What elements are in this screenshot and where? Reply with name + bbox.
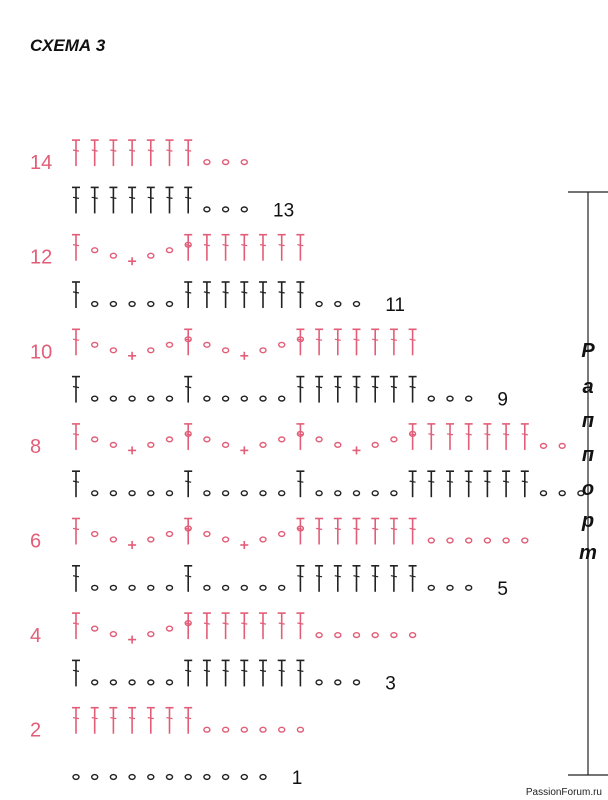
dc-stitch (184, 377, 192, 403)
chain-stitch (503, 538, 509, 543)
row-number-13: 13 (273, 200, 295, 222)
dc-stitch (521, 471, 529, 497)
dc-stitch (315, 329, 323, 355)
dc-stitch (315, 566, 323, 592)
dc-stitch (409, 377, 417, 403)
dc-stitch (502, 471, 510, 497)
chain-stitch (167, 491, 173, 496)
dc-stitch (109, 187, 117, 213)
chain-stitch (522, 538, 528, 543)
dc-stitch (128, 708, 136, 734)
chain-stitch (260, 537, 266, 542)
single-crochet (240, 446, 248, 454)
chain-stitch (204, 160, 210, 165)
chain-stitch (223, 207, 229, 212)
single-crochet (240, 541, 248, 549)
dc-stitch (147, 187, 155, 213)
chain-stitch (92, 626, 98, 631)
chain-stitch (297, 727, 303, 732)
dc-stitch (390, 566, 398, 592)
dc-stitch (184, 140, 192, 166)
chain-stitch (241, 585, 247, 590)
dc-stitch (184, 424, 192, 450)
rapport-label (578, 340, 598, 564)
chain-stitch (279, 437, 285, 442)
chain-stitch (110, 348, 116, 353)
chain-stitch (241, 160, 247, 165)
dc-stitch (222, 235, 230, 261)
dc-stitch (353, 519, 361, 545)
chain-stitch (354, 491, 360, 496)
chain-stitch (241, 396, 247, 401)
chain-stitch (316, 491, 322, 496)
chain-stitch (241, 727, 247, 732)
watermark: PassionForum.ru (525, 787, 602, 798)
rapport-letter: п (581, 410, 595, 432)
chain-stitch (167, 532, 173, 537)
dc-stitch (465, 471, 473, 497)
chain-stitch (223, 585, 229, 590)
dc-stitch (240, 660, 248, 686)
chain-stitch (241, 491, 247, 496)
dc-stitch (72, 187, 80, 213)
dc-stitch (521, 424, 529, 450)
chain-stitch (110, 537, 116, 542)
chain-stitch (279, 491, 285, 496)
dc-stitch (128, 140, 136, 166)
chain-stitch (223, 537, 229, 542)
dc-stitch (72, 613, 80, 639)
dc-stitch (446, 424, 454, 450)
dc-stitch (334, 566, 342, 592)
chain-stitch (260, 396, 266, 401)
dc-stitch (409, 424, 417, 450)
dc-stitch (409, 519, 417, 545)
chain-stitch (204, 727, 210, 732)
dc-stitch (334, 519, 342, 545)
chain-stitch (391, 633, 397, 638)
chain-stitch (148, 585, 154, 590)
row-number-6: 6 (30, 530, 42, 553)
chain-stitch (335, 680, 341, 685)
chain-stitch (260, 348, 266, 353)
chain-stitch (92, 437, 98, 442)
chain-stitch (204, 342, 210, 347)
chain-stitch (110, 491, 116, 496)
chain-stitch (110, 443, 116, 448)
dc-stitch (72, 235, 80, 261)
chain-stitch (241, 207, 247, 212)
dc-stitch (296, 613, 304, 639)
dc-stitch (184, 708, 192, 734)
chain-stitch (260, 443, 266, 448)
dc-stitch (166, 708, 174, 734)
dc-stitch (371, 566, 379, 592)
dc-stitch (259, 282, 267, 308)
single-crochet (128, 636, 136, 644)
dc-stitch (315, 519, 323, 545)
dc-stitch (72, 140, 80, 166)
dc-stitch (147, 708, 155, 734)
chain-stitch (167, 585, 173, 590)
dc-stitch (166, 187, 174, 213)
dc-stitch (72, 329, 80, 355)
dc-stitch (109, 140, 117, 166)
row-number-9: 9 (497, 389, 508, 411)
row-number-1: 1 (291, 768, 303, 789)
dc-stitch (184, 235, 192, 261)
chain-stitch (92, 585, 98, 590)
dc-stitch (296, 235, 304, 261)
chain-stitch (279, 396, 285, 401)
chain-stitch (110, 396, 116, 401)
chain-stitch (223, 775, 229, 780)
dc-stitch (147, 140, 155, 166)
chain-stitch (92, 302, 98, 307)
chain-stitch (73, 775, 79, 780)
chain-stitch (279, 342, 285, 347)
chain-stitch (466, 538, 472, 543)
dc-stitch (203, 660, 211, 686)
chain-stitch (167, 248, 173, 253)
diagram-title: СХЕМА 3 (30, 36, 106, 55)
single-crochet (240, 352, 248, 360)
dc-stitch (278, 660, 286, 686)
dc-stitch (371, 519, 379, 545)
rapport-letter: о (581, 478, 595, 500)
chain-stitch (466, 396, 472, 401)
dc-stitch (409, 329, 417, 355)
chain-stitch (260, 491, 266, 496)
dc-stitch (334, 377, 342, 403)
chain-stitch (204, 775, 210, 780)
chain-stitch (204, 532, 210, 537)
dc-stitch (72, 424, 80, 450)
single-crochet (128, 541, 136, 549)
chain-stitch (391, 491, 397, 496)
dc-stitch (502, 424, 510, 450)
dc-stitch (259, 235, 267, 261)
chain-stitch (129, 491, 135, 496)
chain-stitch (279, 727, 285, 732)
dc-stitch (259, 660, 267, 686)
chain-stitch (260, 775, 266, 780)
chain-stitch (129, 775, 135, 780)
chain-stitch (167, 626, 173, 631)
dc-stitch (390, 329, 398, 355)
chain-stitch (148, 537, 154, 542)
dc-stitch (278, 613, 286, 639)
chain-stitch (241, 775, 247, 780)
chain-stitch (110, 585, 116, 590)
chain-stitch (223, 443, 229, 448)
dc-stitch (278, 235, 286, 261)
chain-stitch (92, 532, 98, 537)
dc-stitch (240, 613, 248, 639)
chain-stitch (223, 348, 229, 353)
chain-stitch (92, 248, 98, 253)
dc-stitch (72, 660, 80, 686)
dc-stitch (315, 377, 323, 403)
dc-stitch (72, 282, 80, 308)
chain-stitch (279, 585, 285, 590)
chain-stitch (129, 396, 135, 401)
dc-stitch (222, 282, 230, 308)
chain-stitch (223, 160, 229, 165)
dc-stitch (184, 519, 192, 545)
chain-stitch (92, 491, 98, 496)
chain-stitch (167, 396, 173, 401)
chain-stitch (167, 775, 173, 780)
dc-stitch (240, 282, 248, 308)
chain-stitch (129, 302, 135, 307)
dc-stitch (353, 329, 361, 355)
dc-stitch (184, 187, 192, 213)
dc-stitch (91, 187, 99, 213)
chain-stitch (167, 437, 173, 442)
row-number-5: 5 (497, 578, 508, 600)
dc-stitch (222, 660, 230, 686)
chain-stitch (204, 585, 210, 590)
chart-marks (72, 140, 584, 779)
dc-stitch (203, 282, 211, 308)
dc-stitch (240, 235, 248, 261)
chain-stitch (335, 302, 341, 307)
dc-stitch (353, 377, 361, 403)
chain-stitch (110, 632, 116, 637)
dc-stitch (427, 471, 435, 497)
chain-stitch (484, 538, 490, 543)
row-number-14: 14 (30, 152, 53, 175)
rapport-letter: Р (581, 340, 595, 362)
chain-stitch (372, 443, 378, 448)
row-number-8: 8 (30, 435, 42, 458)
chain-stitch (204, 396, 210, 401)
dc-stitch (390, 519, 398, 545)
chain-stitch (110, 680, 116, 685)
rapport-letter: п (581, 444, 595, 466)
dc-stitch (465, 424, 473, 450)
dc-stitch (483, 471, 491, 497)
chain-stitch (428, 396, 434, 401)
chain-stitch (223, 491, 229, 496)
chain-stitch (148, 775, 154, 780)
chain-stitch (167, 302, 173, 307)
dc-stitch (128, 187, 136, 213)
dc-stitch (296, 519, 304, 545)
chain-stitch (148, 396, 154, 401)
chain-stitch (447, 538, 453, 543)
dc-stitch (184, 566, 192, 592)
dc-stitch (296, 424, 304, 450)
dc-stitch (296, 282, 304, 308)
chain-stitch (148, 302, 154, 307)
dc-stitch (371, 377, 379, 403)
chain-stitch (110, 775, 116, 780)
chain-stitch (129, 680, 135, 685)
chain-stitch (260, 585, 266, 590)
dc-stitch (259, 613, 267, 639)
dc-stitch (91, 140, 99, 166)
chain-stitch (148, 253, 154, 258)
chain-stitch (447, 396, 453, 401)
dc-stitch (222, 613, 230, 639)
chain-stitch (466, 585, 472, 590)
row-number-2: 2 (30, 719, 42, 742)
chain-stitch (223, 396, 229, 401)
row-number-11: 11 (385, 295, 405, 316)
dc-stitch (296, 660, 304, 686)
chain-stitch (316, 437, 322, 442)
dc-stitch (296, 566, 304, 592)
chain-stitch (148, 632, 154, 637)
dc-stitch (184, 613, 192, 639)
dc-stitch (296, 471, 304, 497)
chain-stitch (316, 302, 322, 307)
chain-stitch (110, 253, 116, 258)
chain-stitch (316, 633, 322, 638)
dc-stitch (446, 471, 454, 497)
chain-stitch (447, 585, 453, 590)
dc-stitch (409, 566, 417, 592)
dc-stitch (203, 613, 211, 639)
chain-stitch (204, 437, 210, 442)
rapport-letter: т (579, 542, 597, 564)
rapport-letter: р (581, 510, 595, 532)
chain-stitch (559, 444, 565, 449)
single-crochet (353, 446, 361, 454)
chain-stitch (428, 585, 434, 590)
dc-stitch (278, 282, 286, 308)
chain-stitch (148, 443, 154, 448)
dc-stitch (72, 471, 80, 497)
dc-stitch (427, 424, 435, 450)
chain-stitch (110, 302, 116, 307)
chain-stitch (410, 633, 416, 638)
dc-stitch (109, 708, 117, 734)
chain-stitch (372, 491, 378, 496)
chain-stitch (541, 491, 547, 496)
chain-stitch (148, 680, 154, 685)
single-crochet (128, 446, 136, 454)
rapport-letter: а (582, 376, 594, 398)
chain-stitch (354, 633, 360, 638)
chain-stitch (391, 437, 397, 442)
dc-stitch (184, 282, 192, 308)
dc-stitch (296, 377, 304, 403)
chain-stitch (92, 680, 98, 685)
chain-stitch (260, 727, 266, 732)
dc-stitch (166, 140, 174, 166)
chain-stitch (279, 532, 285, 537)
dc-stitch (203, 235, 211, 261)
dc-stitch (184, 329, 192, 355)
dc-stitch (72, 519, 80, 545)
dc-stitch (371, 329, 379, 355)
chain-stitch (541, 444, 547, 449)
chain-stitch (204, 207, 210, 212)
chain-stitch (335, 633, 341, 638)
chain-stitch (167, 342, 173, 347)
row-number-12: 12 (30, 246, 53, 269)
single-crochet (128, 257, 136, 265)
single-crochet (128, 352, 136, 360)
chain-stitch (316, 680, 322, 685)
dc-stitch (184, 471, 192, 497)
chain-stitch (185, 775, 191, 780)
chain-stitch (559, 491, 565, 496)
chain-stitch (335, 443, 341, 448)
chain-stitch (92, 396, 98, 401)
chain-stitch (223, 727, 229, 732)
chain-stitch (372, 633, 378, 638)
dc-stitch (353, 566, 361, 592)
dc-stitch (72, 708, 80, 734)
chain-stitch (92, 775, 98, 780)
chain-stitch (148, 348, 154, 353)
row-number-10: 10 (30, 341, 53, 364)
dc-stitch (91, 708, 99, 734)
dc-stitch (334, 329, 342, 355)
chain-stitch (204, 491, 210, 496)
dc-stitch (72, 377, 80, 403)
chain-stitch (354, 680, 360, 685)
chain-stitch (335, 491, 341, 496)
dc-stitch (409, 471, 417, 497)
chain-stitch (129, 585, 135, 590)
row-number-3: 3 (385, 673, 396, 695)
dc-stitch (184, 660, 192, 686)
chain-stitch (167, 680, 173, 685)
chain-stitch (92, 342, 98, 347)
dc-stitch (296, 329, 304, 355)
dc-stitch (483, 424, 491, 450)
chain-stitch (354, 302, 360, 307)
row-number-4: 4 (30, 625, 42, 648)
chain-stitch (428, 538, 434, 543)
chain-stitch (148, 491, 154, 496)
dc-stitch (390, 377, 398, 403)
dc-stitch (72, 566, 80, 592)
